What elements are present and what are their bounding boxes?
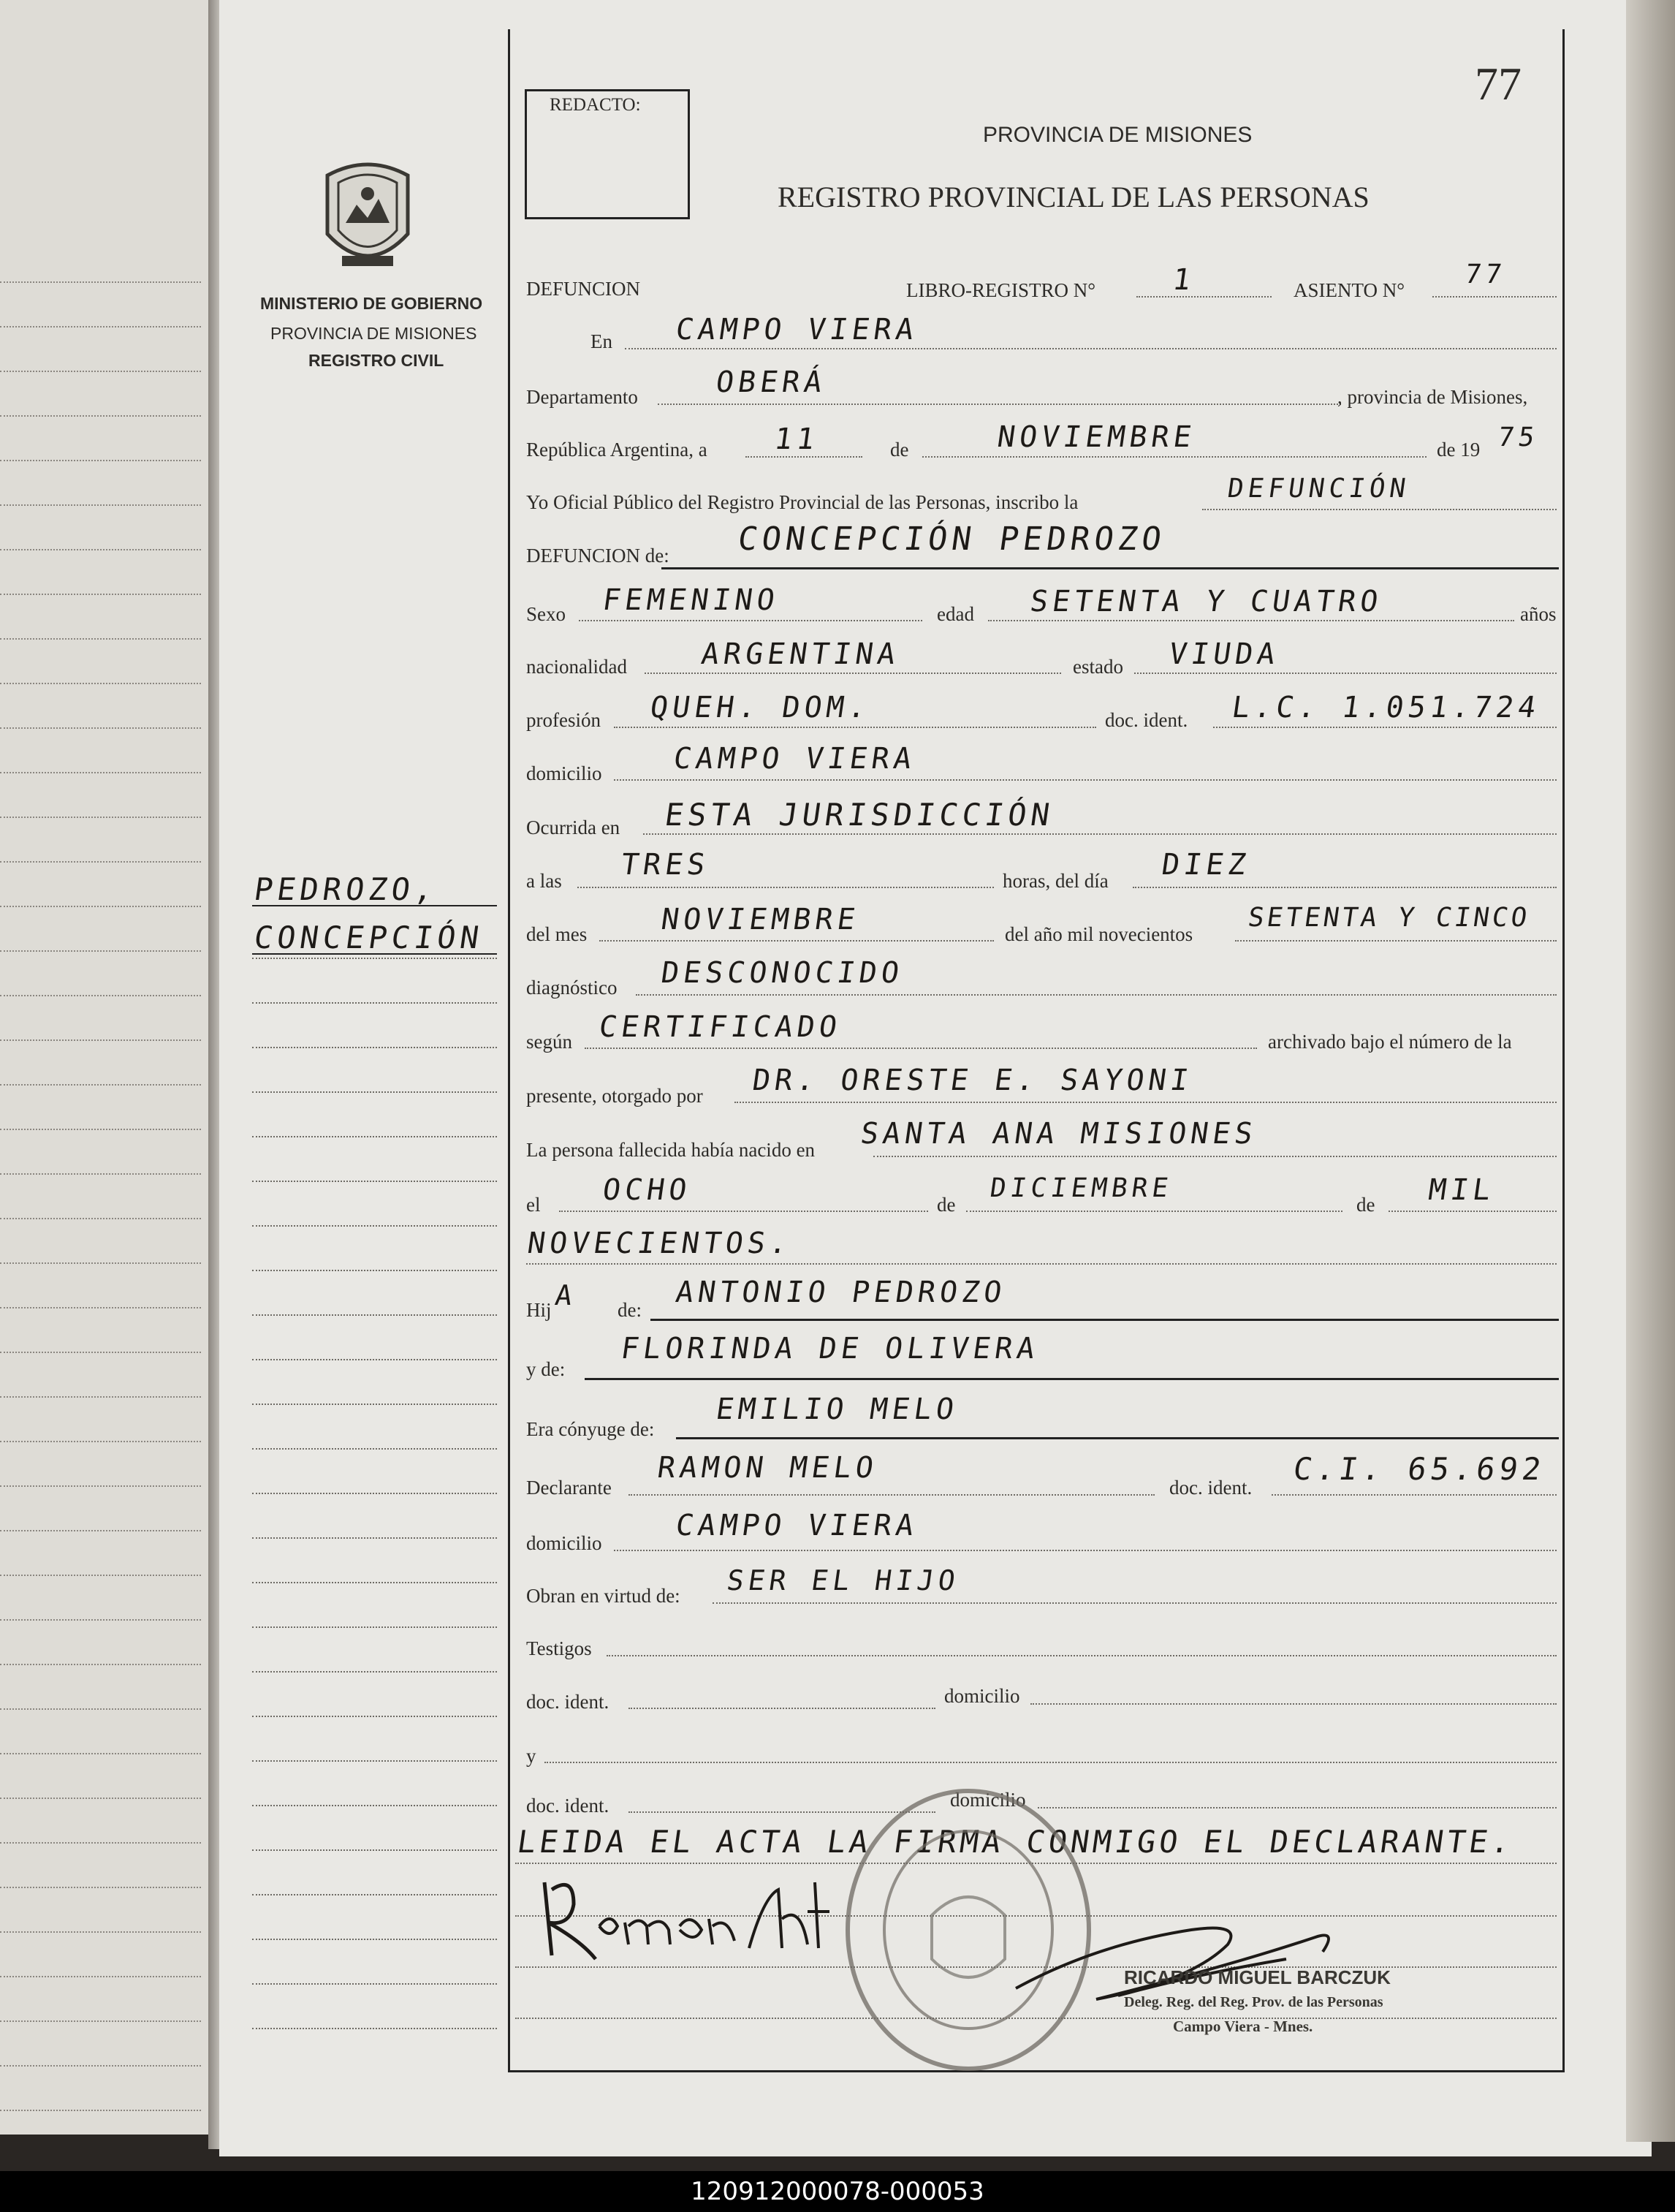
decl-doc-dots <box>1272 1494 1557 1496</box>
oficial-value: DEFUNCIÓN <box>1226 474 1412 504</box>
a-las-value: TRES <box>618 848 712 882</box>
margin-rule <box>252 1136 497 1137</box>
left-page-rule <box>0 1887 201 1888</box>
margin-rule <box>252 1314 497 1316</box>
left-page-rule <box>0 772 201 773</box>
oficial-dots <box>1202 509 1557 510</box>
y-dots <box>544 1762 1557 1763</box>
left-page-rule <box>0 1352 201 1353</box>
nacido-dots <box>873 1156 1557 1157</box>
margin-rule <box>252 2028 497 2029</box>
defuncion-de-value: CONCEPCIÓN PEDROZO <box>735 520 1169 558</box>
domicilio-value: CAMPO VIERA <box>671 742 919 776</box>
en-dots <box>625 348 1557 349</box>
left-page-rule <box>0 1798 201 1799</box>
defuncion-de-line <box>661 567 1559 569</box>
ocurrida-dots <box>643 833 1557 835</box>
nacionalidad-dots <box>645 673 1061 674</box>
hij-label: Hij <box>526 1299 552 1321</box>
doc-ident-value: L.C. 1.051.724 <box>1229 691 1543 724</box>
t1-doc-dots <box>628 1708 935 1709</box>
left-page-rule <box>0 995 201 996</box>
year-value: 75 <box>1496 423 1541 452</box>
profesion-label: profesión <box>526 709 601 731</box>
header-province: PROVINCIA DE MISIONES <box>983 123 1253 147</box>
profesion-value: QUEH. DOM. <box>647 691 873 724</box>
margin-rule <box>252 1760 497 1762</box>
month-de-label: de <box>890 439 909 461</box>
t1-domicilio-dots <box>1030 1703 1557 1705</box>
left-page-rule <box>0 906 201 907</box>
segun-value: CERTIFICADO <box>596 1010 844 1044</box>
horas-label: horas, del día <box>1003 870 1109 892</box>
left-page-rule <box>0 281 201 283</box>
year-prefix: de 19 <box>1437 439 1481 461</box>
decl-doc-value: C.I. 65.692 <box>1291 1451 1548 1487</box>
de3-dots <box>1389 1211 1557 1212</box>
madre-line <box>585 1378 1559 1380</box>
margin-rule <box>252 1894 497 1895</box>
left-page-rule <box>0 1485 201 1487</box>
domicilio-dots <box>614 779 1557 781</box>
el-value: OCHO <box>600 1173 694 1207</box>
testigos-label: Testigos <box>526 1637 592 1659</box>
y-de-label: y de: <box>526 1358 566 1380</box>
left-page-rule <box>0 1262 201 1264</box>
left-page-rule <box>0 2065 201 2067</box>
margin-rule <box>252 1047 497 1048</box>
edad-label: edad <box>937 603 974 625</box>
horas-dots <box>1133 887 1557 888</box>
left-page-rule <box>0 1842 201 1844</box>
de3-label: de <box>1356 1194 1375 1216</box>
left-page-rule <box>0 2110 201 2111</box>
nacionalidad-value: ARGENTINA <box>699 637 902 671</box>
margin-rule <box>252 1983 497 1985</box>
margin-rule <box>252 1091 497 1093</box>
left-page-rule <box>0 415 201 417</box>
left-page-rule <box>0 1664 201 1665</box>
day-dots <box>745 456 862 458</box>
header-registry: REGISTRO PROVINCIAL DE LAS PERSONAS <box>778 181 1370 213</box>
declarante-dots <box>628 1494 1155 1496</box>
nacionalidad-label: nacionalidad <box>526 656 627 678</box>
redacto-label: REDACTO: <box>550 95 641 115</box>
de2-dots <box>966 1211 1342 1212</box>
diagnostico-value: DESCONOCIDO <box>658 956 906 990</box>
margin-rule <box>252 1002 497 1004</box>
del-mes-label: del mes <box>526 923 588 945</box>
archivado-label: archivado bajo el número de la <box>1268 1031 1512 1053</box>
left-page-rule <box>0 1575 201 1576</box>
provincia-misiones-seal-icon <box>313 154 422 278</box>
sexo-value: FEMENINO <box>600 583 781 617</box>
left-page-rule <box>0 1976 201 1977</box>
domicilio-label: domicilio <box>526 762 602 784</box>
decl-domicilio-dots <box>614 1550 1557 1551</box>
estado-value: VIUDA <box>1166 637 1282 671</box>
left-page-rule <box>0 1530 201 1531</box>
decl-domicilio-label: domicilio <box>526 1532 602 1554</box>
libro-dots <box>1136 296 1272 298</box>
left-page-rule <box>0 950 201 952</box>
left-page-rule <box>0 1084 201 1086</box>
left-page-rule <box>0 1441 201 1442</box>
margin-rule <box>252 958 497 959</box>
declarante-value: RAMON MELO <box>655 1451 881 1485</box>
ocurrida-label: Ocurrida en <box>526 817 620 838</box>
left-page-rule <box>0 1173 201 1175</box>
ocurrida-value: ESTA JURISDICCIÓN <box>662 797 1057 833</box>
el-dots <box>559 1211 928 1212</box>
ministry-line1: MINISTERIO DE GOBIERNO <box>260 294 483 313</box>
segun-label: según <box>526 1031 572 1053</box>
novecientos-dots <box>526 1263 1557 1265</box>
t1-doc-label: doc. ident. <box>526 1691 609 1713</box>
horas-value: DIEZ <box>1159 848 1253 882</box>
left-page-rule <box>0 861 201 863</box>
defuncion-de-label: DEFUNCION de: <box>526 545 669 567</box>
testigos-dots <box>607 1655 1557 1656</box>
estado-label: estado <box>1073 656 1123 678</box>
doc-ident-label: doc. ident. <box>1105 709 1188 731</box>
left-page-rule <box>0 1129 201 1130</box>
page-number: 77 <box>1475 58 1522 110</box>
de2-label: de <box>937 1194 956 1216</box>
departamento-value: OBERÁ <box>713 365 829 399</box>
official-name: RICARDO MIGUEL BARCZUK <box>1124 1966 1391 1988</box>
departamento-label: Departamento <box>526 386 638 408</box>
left-page-rule <box>0 683 201 684</box>
doc-ident-dots <box>1213 727 1557 728</box>
sexo-dots <box>579 620 922 621</box>
conyuge-label: Era cónyuge de: <box>526 1418 655 1440</box>
de2-value: DICIEMBRE <box>988 1173 1174 1203</box>
margin-rule <box>252 1939 497 1940</box>
asiento-dots <box>1432 296 1557 298</box>
novecientos-value: NOVECIENTOS. <box>525 1227 794 1260</box>
official-title: Deleg. Reg. del Reg. Prov. de las Personas <box>1124 1994 1383 2010</box>
asiento-label: ASIENTO N° <box>1294 279 1405 301</box>
diagnostico-label: diagnóstico <box>526 977 618 999</box>
sexo-label: Sexo <box>526 603 566 625</box>
diagnostico-dots <box>636 994 1557 996</box>
margin-note-name: CONCEPCIÓN <box>251 920 486 955</box>
margin-rule <box>252 1849 497 1851</box>
del-ano-value: SETENTA Y CINCO <box>1246 903 1532 933</box>
margin-rule <box>252 1270 497 1271</box>
nacido-label: La persona fallecida había nacido en <box>526 1139 816 1161</box>
left-page-rule <box>0 1218 201 1219</box>
declarante-signature <box>530 1868 851 1970</box>
provincia-suffix: , provincia de Misiones, <box>1337 386 1528 408</box>
declarante-label: Declarante <box>526 1477 612 1499</box>
a-las-dots <box>577 887 994 888</box>
conyuge-value: EMILIO MELO <box>713 1393 961 1426</box>
left-page <box>0 0 210 2135</box>
margin-rule <box>252 1582 497 1583</box>
footer-id: 120912000078-000053 <box>691 2177 984 2206</box>
margin-rule <box>252 1448 497 1450</box>
left-page-rule <box>0 1619 201 1621</box>
de3-value: MIL <box>1426 1173 1497 1207</box>
margin-note-surname: PEDROZO, <box>251 871 440 907</box>
form-left-border <box>508 29 510 2072</box>
month-dots <box>922 456 1427 458</box>
en-value: CAMPO VIERA <box>673 313 921 346</box>
edad-dots <box>988 620 1514 621</box>
left-page-rule <box>0 727 201 729</box>
obran-value: SER EL HIJO <box>724 1564 962 1596</box>
left-page-rule <box>0 460 201 461</box>
t2-doc-label: doc. ident. <box>526 1795 609 1817</box>
left-page-rule <box>0 2020 201 2022</box>
decl-domicilio-value: CAMPO VIERA <box>673 1509 921 1542</box>
del-ano-dots <box>1235 940 1557 942</box>
leida-value: LEIDA EL ACTA LA FIRMA CONMIGO EL DECLARANTE. <box>514 1824 1516 1860</box>
page-edge <box>1626 0 1675 2142</box>
del-mes-value: NOVIEMBRE <box>658 903 862 936</box>
estado-dots <box>1134 673 1557 674</box>
margin-rule <box>252 1359 497 1360</box>
t2-domicilio-dots <box>1038 1807 1557 1808</box>
margin-rule <box>252 1225 497 1227</box>
oficial-label: Yo Oficial Público del Registro Provincial de las Personas, inscribo la <box>526 491 1079 513</box>
margin-rule <box>252 1493 497 1494</box>
padre-line <box>650 1319 1559 1321</box>
asiento-value: 77 <box>1463 260 1508 289</box>
left-page-rule <box>0 1307 201 1308</box>
profesion-dots <box>614 727 1096 728</box>
left-page-rule <box>0 1039 201 1041</box>
left-page-rule <box>0 1396 201 1398</box>
segun-dots <box>585 1048 1257 1049</box>
margin-rule <box>252 1537 497 1539</box>
left-page-rule <box>0 1708 201 1710</box>
t2-domicilio-label: domicilio <box>950 1789 1026 1811</box>
left-page-rule <box>0 504 201 506</box>
el-label: el <box>526 1194 541 1216</box>
record-type-label: DEFUNCION <box>526 278 641 300</box>
conyuge-line <box>676 1437 1559 1439</box>
libro-label: LIBRO-REGISTRO N° <box>906 279 1096 301</box>
ministry-line3: REGISTRO CIVIL <box>308 351 444 370</box>
left-page-rule <box>0 594 201 595</box>
decl-doc-label: doc. ident. <box>1169 1477 1253 1499</box>
obran-dots <box>713 1602 1557 1604</box>
official-place: Campo Viera - Mnes. <box>1173 2018 1313 2035</box>
left-page-rule <box>0 326 201 327</box>
margin-rule <box>252 1181 497 1182</box>
margin-rule <box>252 1805 497 1806</box>
anos-label: años <box>1520 603 1557 625</box>
padre-value: ANTONIO PEDROZO <box>673 1276 1009 1309</box>
a-las-label: a las <box>526 870 562 892</box>
t1-domicilio-label: domicilio <box>944 1685 1020 1707</box>
left-page-rule <box>0 549 201 550</box>
margin-rule <box>252 1671 497 1673</box>
presente-label: presente, otorgado por <box>526 1085 703 1107</box>
ministry-line2: PROVINCIA DE MISIONES <box>270 324 477 343</box>
margin-rule <box>252 1404 497 1405</box>
departamento-dots <box>658 404 1341 405</box>
presente-value: DR. ORESTE E. SAYONI <box>750 1064 1195 1097</box>
del-mes-dots <box>599 940 994 942</box>
hij-suffix: A <box>552 1279 579 1311</box>
month-value: NOVIEMBRE <box>995 420 1198 454</box>
left-page-rule <box>0 1753 201 1754</box>
edad-value: SETENTA Y CUATRO <box>1028 585 1385 618</box>
left-page-rule <box>0 1931 201 1933</box>
day-value: 11 <box>772 423 821 456</box>
madre-value: FLORINDA DE OLIVERA <box>618 1332 1041 1366</box>
margin-rule <box>252 1716 497 1717</box>
libro-value: 1 <box>1170 263 1198 297</box>
left-page-rule <box>0 371 201 372</box>
hij-de-label: de: <box>618 1299 642 1321</box>
en-label: En <box>590 330 612 352</box>
del-ano-label: del año mil novecientos <box>1005 923 1193 945</box>
y-label: y <box>526 1745 536 1767</box>
presente-dots <box>734 1102 1557 1103</box>
nacido-value: SANTA ANA MISIONES <box>858 1117 1259 1151</box>
left-page-rule <box>0 817 201 818</box>
left-page-rule <box>0 638 201 640</box>
margin-rule <box>252 1626 497 1628</box>
republica-label: República Argentina, a <box>526 439 707 461</box>
obran-label: Obran en virtud de: <box>526 1585 680 1607</box>
form-right-border <box>1562 29 1565 2072</box>
